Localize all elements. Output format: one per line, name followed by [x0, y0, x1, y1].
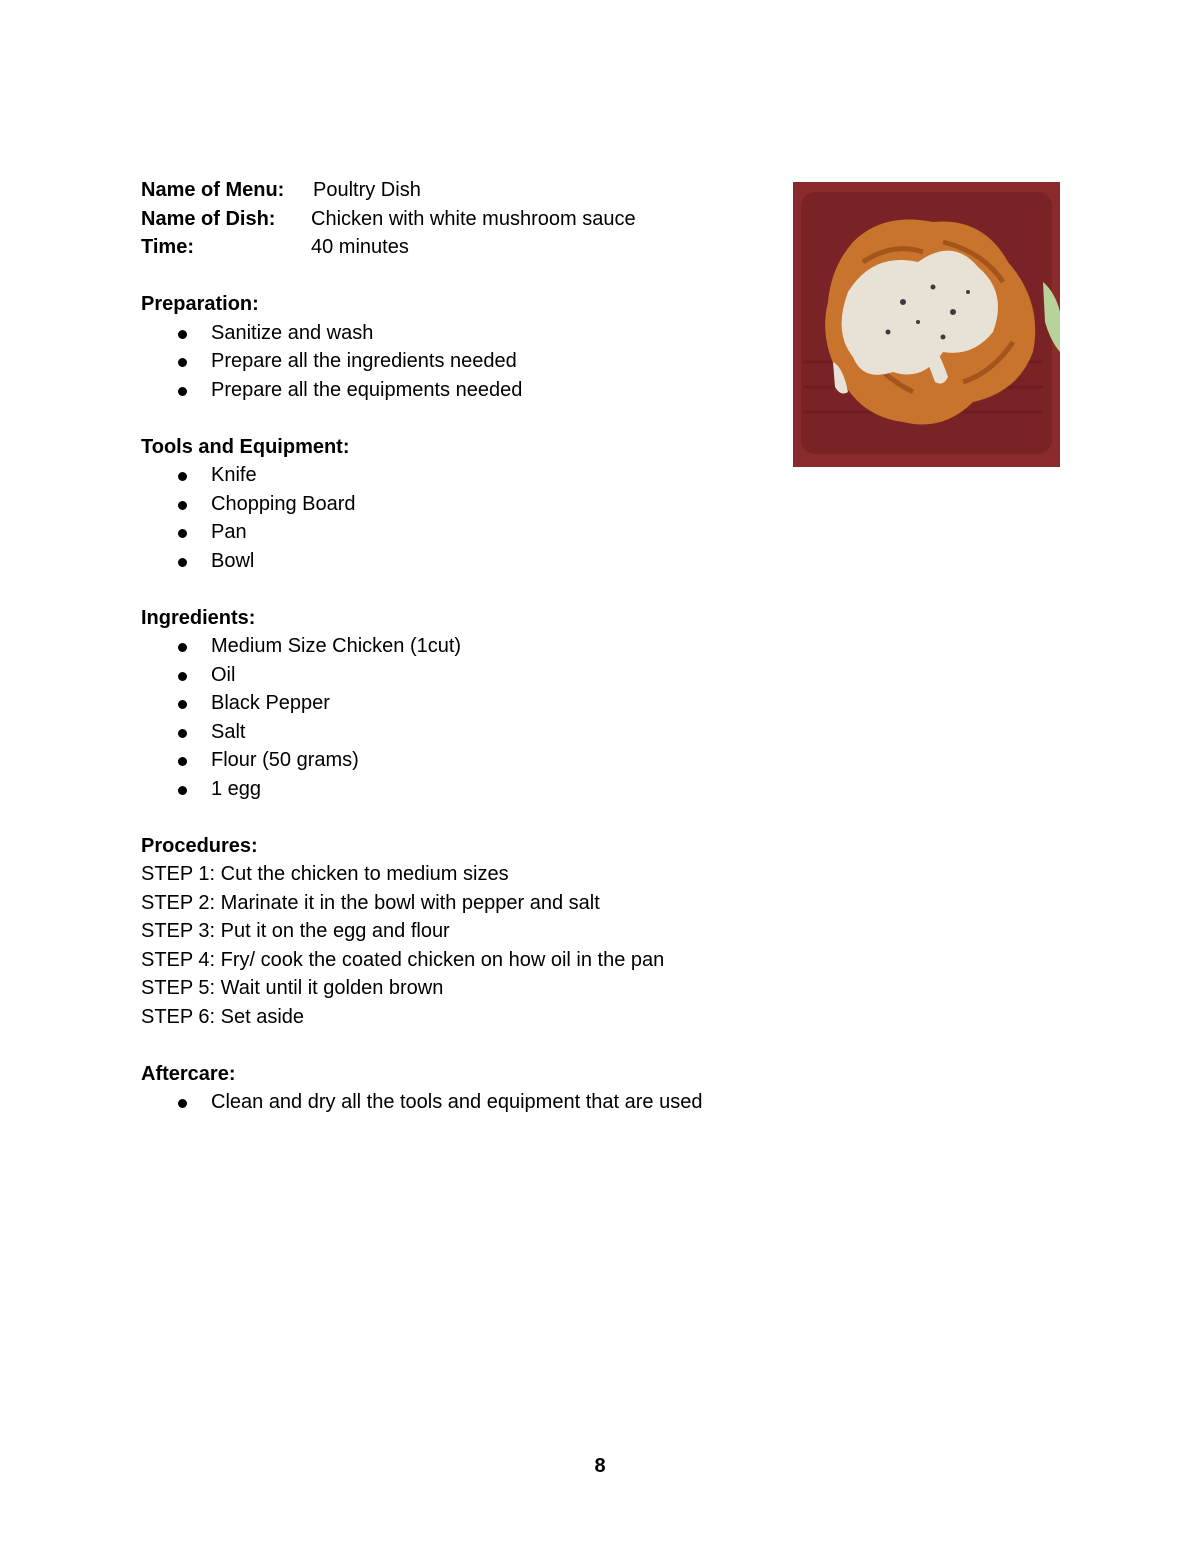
bullet-icon	[178, 1099, 187, 1108]
procedure-step: STEP 2: Marinate it in the bowl with pepper and salt	[141, 891, 600, 914]
bullet-icon	[178, 330, 187, 339]
procedure-step: STEP 3: Put it on the egg and flour	[141, 920, 450, 942]
list-item: Oil	[141, 661, 781, 690]
list-item: Knife	[141, 461, 781, 490]
time-label: Time:	[141, 236, 194, 258]
list-item: 1 egg	[141, 775, 781, 804]
ingredients-title: Ingredients:	[141, 606, 256, 629]
list-item: Clean and dry all the tools and equipment that are used	[141, 1088, 781, 1117]
menu-value: Poultry Dish	[313, 179, 421, 201]
bullet-icon	[178, 472, 187, 481]
time-value: 40 minutes	[311, 236, 409, 258]
procedure-step: STEP 1: Cut the chicken to medium sizes	[141, 863, 509, 885]
page-number: 8	[594, 1455, 606, 1477]
bullet-icon	[178, 643, 187, 652]
menu-row	[141, 176, 781, 205]
tools-list	[141, 461, 781, 575]
list-item: Flour (50 grams)	[141, 746, 781, 775]
procedure-step: STEP 6: Set aside	[141, 1005, 305, 1028]
dish-row	[141, 205, 781, 234]
procedures-title: Procedures:	[141, 834, 258, 857]
preparation-title: Preparation:	[141, 293, 259, 315]
list-item: Medium Size Chicken (1cut)	[141, 632, 781, 661]
bullet-icon	[178, 558, 187, 567]
chicken-dish-illustration	[793, 182, 1060, 467]
list-item: Pan	[141, 518, 781, 547]
dish-photo	[793, 182, 1060, 467]
time-row	[141, 233, 781, 262]
list-item: Salt	[141, 718, 781, 747]
bullet-icon	[178, 729, 187, 738]
list-item: Chopping Board	[141, 490, 781, 519]
bullet-icon	[178, 529, 187, 538]
bullet-icon	[178, 358, 187, 367]
list-item: Sanitize and wash	[141, 319, 781, 348]
dish-value: Chicken with white mushroom sauce	[311, 207, 636, 230]
bullet-icon	[178, 757, 187, 766]
bullet-icon	[178, 501, 187, 510]
menu-label: Name of Menu:	[141, 179, 285, 201]
aftercare-list	[141, 1088, 781, 1117]
bullet-icon	[178, 672, 187, 681]
tools-title: Tools and Equipment:	[141, 435, 350, 458]
list-item: Prepare all the ingredients needed	[141, 347, 781, 376]
recipe-content	[141, 176, 781, 1117]
bullet-icon	[178, 387, 187, 396]
list-item: Prepare all the equipments needed	[141, 376, 781, 405]
list-item: Black Pepper	[141, 689, 781, 718]
bullet-icon	[178, 786, 187, 795]
ingredients-list	[141, 632, 781, 803]
dish-label: Name of Dish:	[141, 207, 276, 230]
aftercare-title: Aftercare:	[141, 1062, 236, 1085]
procedure-step: STEP 4: Fry/ cook the coated chicken on how oil in the pan	[141, 948, 665, 971]
preparation-list	[141, 319, 781, 405]
procedure-step: STEP 5: Wait until it golden brown	[141, 977, 444, 999]
list-item: Bowl	[141, 547, 781, 576]
bullet-icon	[178, 700, 187, 709]
